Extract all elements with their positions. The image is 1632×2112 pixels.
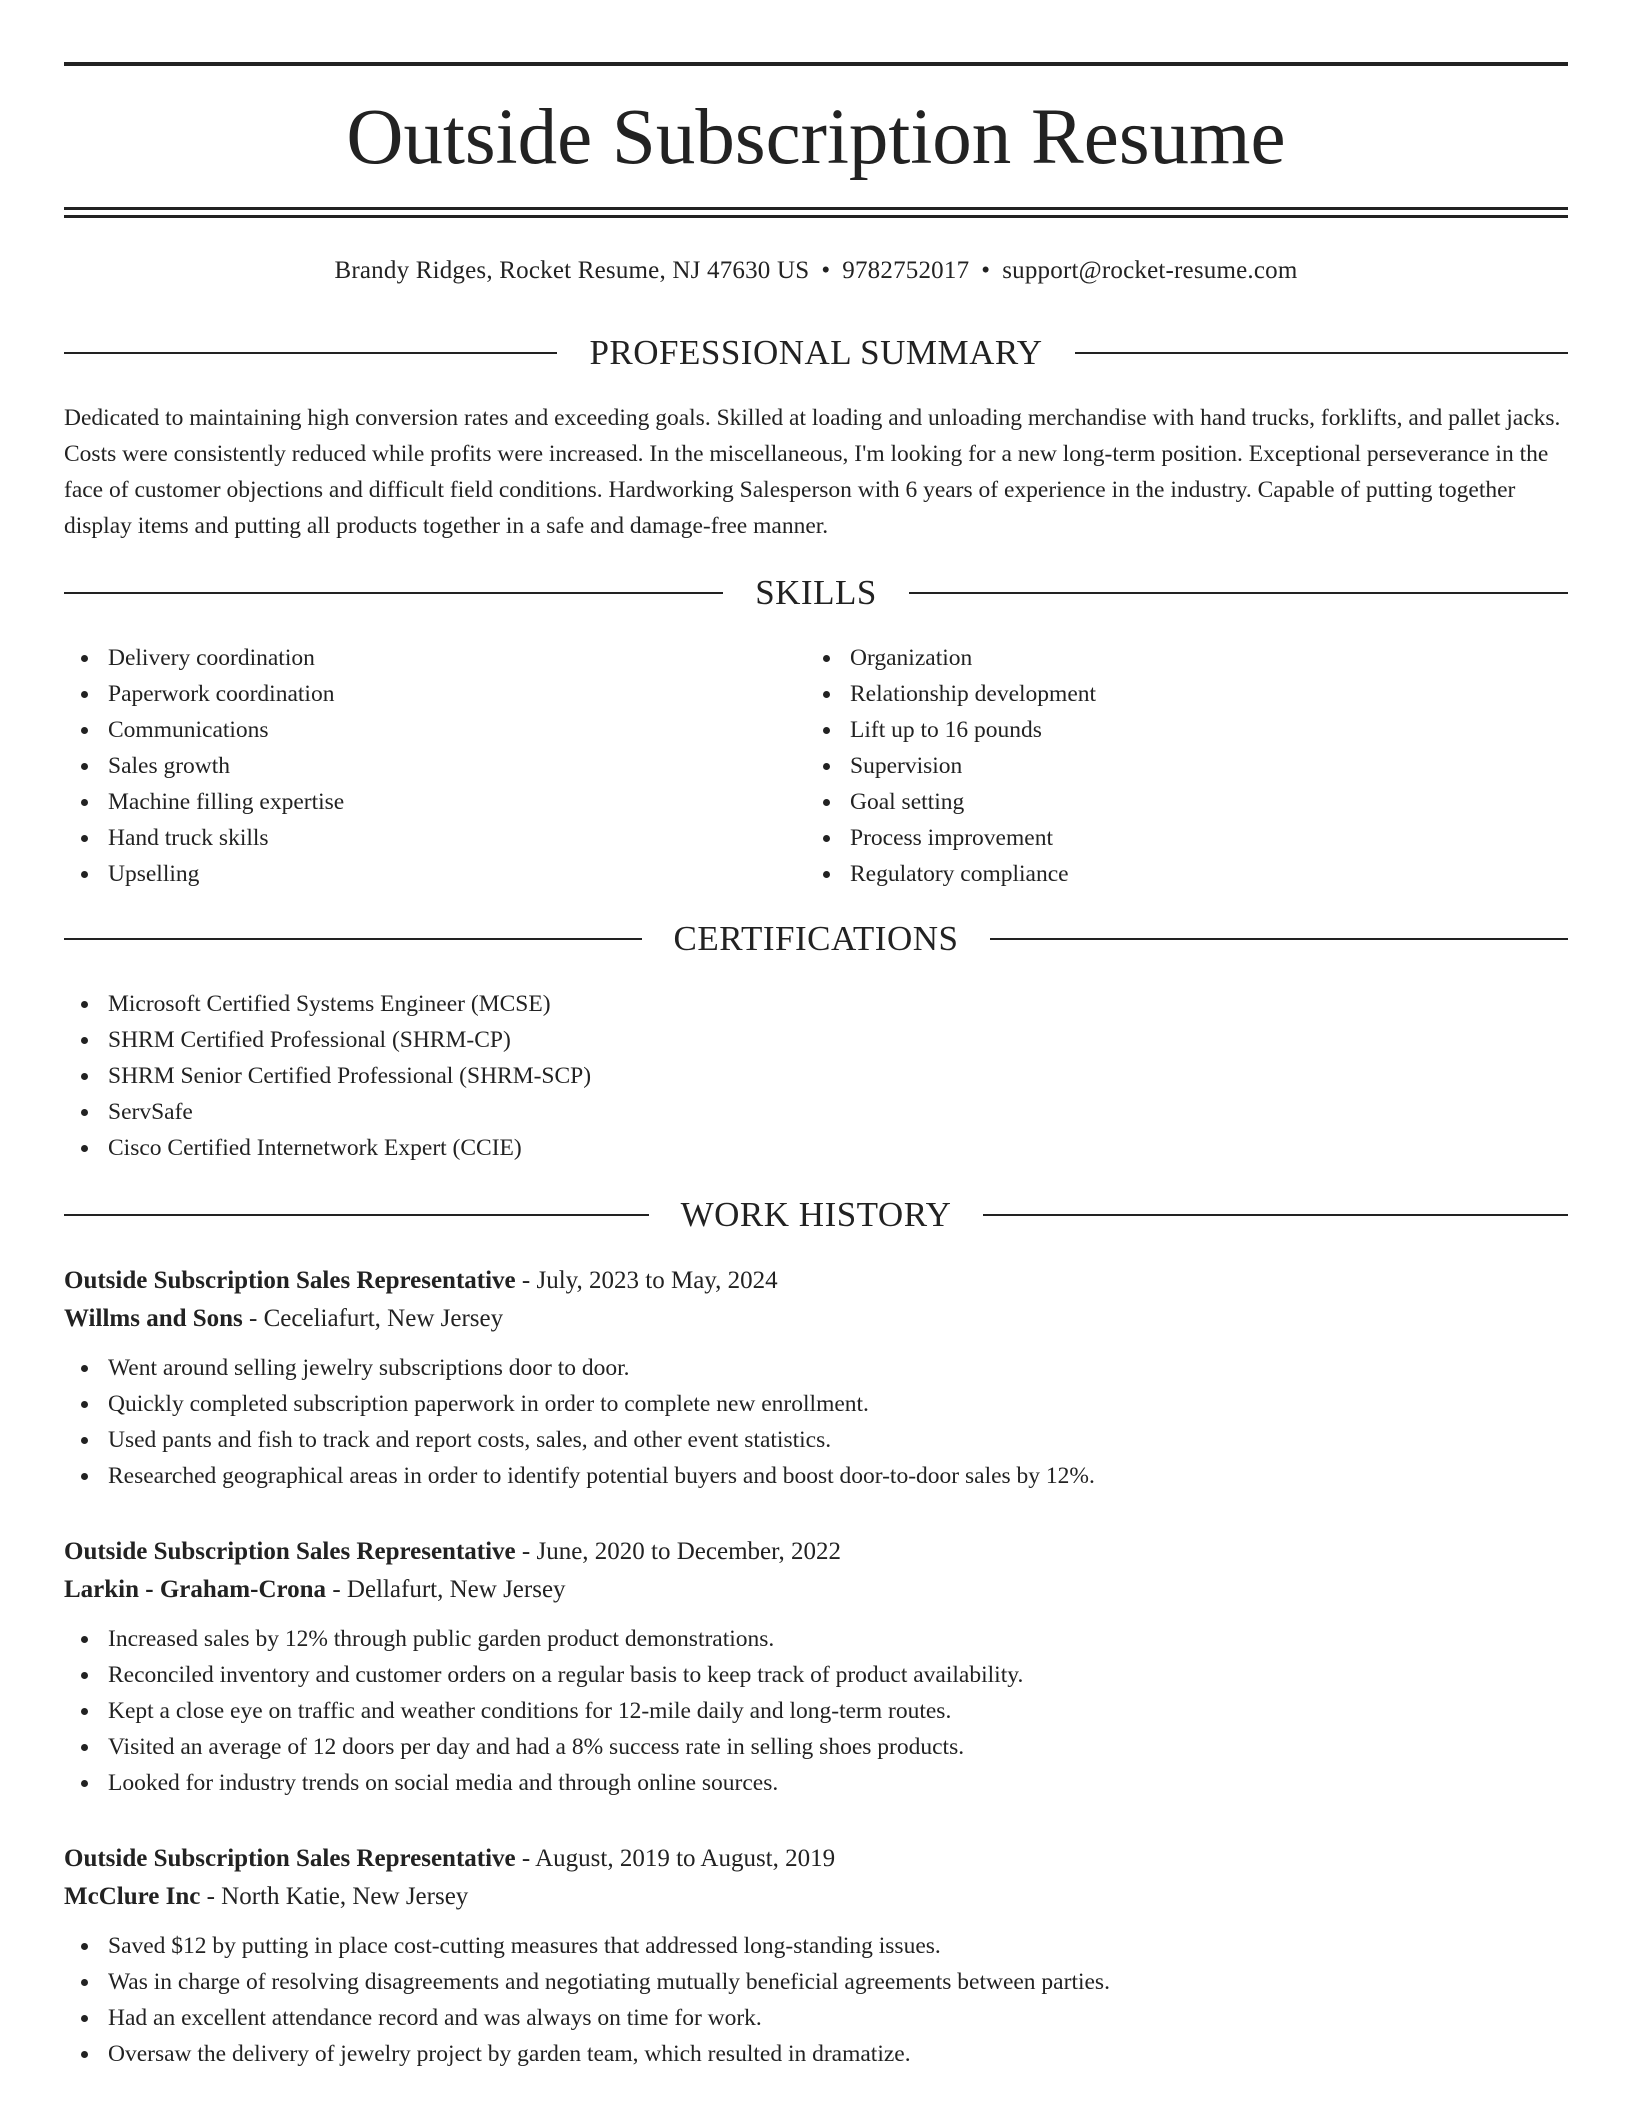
skill-item: Goal setting [806,784,1546,820]
certification-item: ServSafe [64,1094,1568,1130]
job-company: McClure Inc [64,1883,201,1910]
title-rule-upper [64,207,1568,210]
skill-item: Process improvement [806,820,1546,856]
job-entry [64,1262,1568,1494]
job-duty-item: Went around selling jewelry subscriptions door to door. [64,1350,1568,1386]
job-duty-item: Used pants and fish to track and report costs, sales, and other event statistics. [64,1422,1568,1458]
certification-item: Cisco Certified Internetwork Expert (CCIE) [64,1130,1568,1166]
job-role: Outside Subscription Sales Representative [64,1845,516,1872]
skill-item: Regulatory compliance [806,856,1546,892]
heading-rule-right [990,938,1568,940]
job-title-line [64,1262,1568,1300]
job-location: - Ceceliafurt, New Jersey [242,1305,504,1332]
job-location: - Dellafurt, New Jersey [326,1576,566,1603]
skill-item: Lift up to 16 pounds [806,712,1546,748]
certification-item: Microsoft Certified Systems Engineer (MCSE) [64,986,1568,1022]
job-duty-item: Kept a close eye on traffic and weather conditions for 12-mile daily and long-term routes. [64,1693,1568,1729]
skill-item: Sales growth [64,748,804,784]
job-duty-item: Reconciled inventory and customer orders on a regular basis to keep track of product availability. [64,1657,1568,1693]
certifications-list [64,986,1568,1166]
job-duties-list [64,1621,1568,1801]
section-heading-summary [64,331,1568,375]
job-dates: - June, 2020 to December, 2022 [515,1538,841,1565]
contact-line [64,254,1568,288]
job-duty-item: Saved $12 by putting in place cost-cutting measures that addressed long-standing issues. [64,1928,1568,1964]
job-duty-item: Had an excellent attendance record and was always on time for work. [64,2000,1568,2036]
heading-rule-left [64,1214,649,1216]
job-duty-item: Increased sales by 12% through public garden product demonstrations. [64,1621,1568,1657]
certification-item: SHRM Certified Professional (SHRM-CP) [64,1022,1568,1058]
skill-item: Organization [806,640,1546,676]
skill-item: Machine filling expertise [64,784,804,820]
job-role: Outside Subscription Sales Representative [64,1267,516,1294]
title-rule-lower [64,215,1568,218]
heading-rule-left [64,352,557,354]
section-title: CERTIFICATIONS [673,919,959,958]
contact-phone: 9782752017 [842,257,970,284]
skills-list-right [806,640,1546,892]
heading-rule-left [64,938,642,940]
heading-rule-right [909,592,1568,594]
contact-address: Brandy Ridges, Rocket Resume, NJ 47630 US [334,257,810,284]
skill-item: Delivery coordination [64,640,804,676]
job-entry [64,1840,1568,2072]
job-duty-item: Was in charge of resolving disagreements and negotiating mutually beneficial agreements between parties. [64,1964,1568,2000]
top-rule [64,62,1568,66]
section-title: WORK HISTORY [680,1195,952,1234]
heading-rule-right [983,1214,1568,1216]
section-title: SKILLS [755,573,877,612]
skill-item: Communications [64,712,804,748]
job-duty-item: Oversaw the delivery of jewelry project by garden team, which resulted in dramatize. [64,2036,1568,2072]
summary-text: Dedicated to maintaining high conversion rates and exceeding goals. Skilled at loading and unloading merchandise with hand trucks, forklifts, and pallet jacks. Costs were consistently reduced while profits were increased. In the miscellaneous, I'm looking for a new long-term position. Exceptional perseverance in the face of customer objections and difficult field conditions. Hardworking Salesperson with 6 years of experience in the industry. Capable of putting together display items and putting all products together in a safe and damage-free manner. [64,405,1561,539]
job-duties-list [64,1928,1568,2072]
job-company-line [64,1571,1568,1609]
skill-item: Hand truck skills [64,820,804,856]
job-duty-item: Researched geographical areas in order to identify potential buyers and boost door-to-door sales by 12%. [64,1458,1568,1494]
job-dates: - August, 2019 to August, 2019 [515,1845,836,1872]
contact-separator: • [981,257,991,284]
job-company-line [64,1300,1568,1338]
section-heading-work-history [64,1193,1568,1237]
skill-item: Upselling [64,856,804,892]
job-title-line [64,1840,1568,1878]
contact-separator: • [821,257,831,284]
resume-title: Outside Subscription Resume [346,94,1286,181]
heading-rule-right [1075,352,1568,354]
section-heading-skills [64,571,1568,615]
job-duty-item: Visited an average of 12 doors per day and had a 8% success rate in selling shoes products. [64,1729,1568,1765]
job-company: Larkin - Graham-Crona [64,1576,327,1603]
skill-item: Relationship development [806,676,1546,712]
skill-item: Supervision [806,748,1546,784]
certification-item: SHRM Senior Certified Professional (SHRM-SCP) [64,1058,1568,1094]
skills-list-left [64,640,804,892]
job-duties-list [64,1350,1568,1494]
job-duty-item: Quickly completed subscription paperwork in order to complete new enrollment. [64,1386,1568,1422]
job-entry [64,1533,1568,1801]
section-heading-certifications [64,917,1568,961]
skill-item: Paperwork coordination [64,676,804,712]
heading-rule-left [64,592,723,594]
job-duty-item: Looked for industry trends on social media and through online sources. [64,1765,1568,1801]
job-role: Outside Subscription Sales Representative [64,1538,516,1565]
job-location: - North Katie, New Jersey [200,1883,469,1910]
job-dates: - July, 2023 to May, 2024 [515,1267,778,1294]
contact-email: support@rocket-resume.com [1002,257,1298,284]
job-title-line [64,1533,1568,1571]
section-title: PROFESSIONAL SUMMARY [589,333,1043,372]
job-company-line [64,1878,1568,1916]
job-company: Willms and Sons [64,1305,243,1332]
